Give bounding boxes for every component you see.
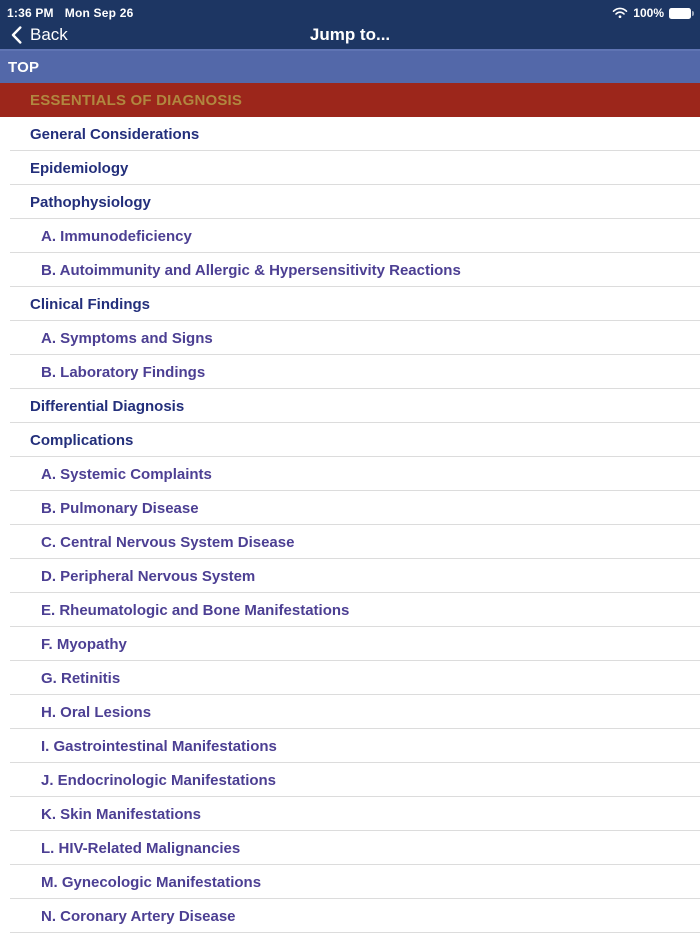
- list-item-label: ESSENTIALS OF DIAGNOSIS: [30, 91, 243, 109]
- list-item[interactable]: [0, 763, 700, 797]
- list-item[interactable]: [0, 593, 700, 627]
- list-item-top[interactable]: [0, 49, 700, 83]
- list-item-label: B. Laboratory Findings: [41, 363, 206, 381]
- status-right: [612, 6, 691, 20]
- list-item[interactable]: [0, 899, 700, 933]
- list-item-label: Clinical Findings: [30, 295, 151, 313]
- status-date: Mon Sep 26: [64, 6, 134, 20]
- list-item-label: J. Endocrinologic Manifestations: [41, 771, 277, 789]
- list-item-label: A. Symptoms and Signs: [41, 329, 213, 347]
- wifi-icon: [612, 7, 628, 19]
- list-item[interactable]: [0, 117, 700, 151]
- list-item[interactable]: [0, 321, 700, 355]
- jump-list: [0, 83, 700, 933]
- list-item-label: A. Systemic Complaints: [41, 465, 212, 483]
- list-item-label: A. Immunodeficiency: [41, 227, 192, 245]
- list-item-label: I. Gastrointestinal Manifestations: [41, 737, 277, 755]
- list-item-label: D. Peripheral Nervous System: [41, 567, 256, 585]
- list-item-label: M. Gynecologic Manifestations: [41, 873, 262, 891]
- list-item[interactable]: [0, 151, 700, 185]
- list-item[interactable]: [0, 185, 700, 219]
- list-item-label: E. Rheumatologic and Bone Manifestations: [41, 601, 350, 619]
- list-item[interactable]: [0, 355, 700, 389]
- list-item-label: L. HIV-Related Malignancies: [41, 839, 241, 857]
- list-item-label: F. Myopathy: [41, 635, 127, 653]
- list-item[interactable]: [0, 491, 700, 525]
- list-item[interactable]: [0, 797, 700, 831]
- list-item-label: B. Pulmonary Disease: [41, 499, 199, 517]
- page-title: Jump to...: [309, 25, 391, 44]
- battery-percent-label: 100%: [633, 6, 664, 20]
- nav-bar: [0, 24, 700, 49]
- list-item[interactable]: [0, 831, 700, 865]
- list-item-label: Differential Diagnosis: [30, 397, 185, 415]
- list-item[interactable]: [0, 219, 700, 253]
- list-item[interactable]: [0, 389, 700, 423]
- list-item[interactable]: [0, 695, 700, 729]
- list-item-label: B. Autoimmunity and Allergic & Hypersensitivity Reactions: [41, 261, 461, 279]
- list-item-label: General Considerations: [30, 125, 200, 143]
- list-item[interactable]: [0, 865, 700, 899]
- list-item-label: G. Retinitis: [41, 669, 121, 687]
- status-left: [7, 6, 133, 20]
- list-item-label: H. Oral Lesions: [41, 703, 152, 721]
- list-item[interactable]: [0, 729, 700, 763]
- chevron-left-icon: [11, 26, 22, 44]
- list-item-essentials[interactable]: [0, 83, 700, 117]
- back-button[interactable]: [0, 25, 82, 49]
- list-item[interactable]: [0, 627, 700, 661]
- battery-full-icon: [669, 8, 691, 19]
- list-item[interactable]: [0, 253, 700, 287]
- list-item[interactable]: [0, 525, 700, 559]
- list-item[interactable]: [0, 287, 700, 321]
- list-item[interactable]: [0, 661, 700, 695]
- list-item-label: Epidemiology: [30, 159, 129, 177]
- list-item[interactable]: [0, 457, 700, 491]
- list-item-label: Complications: [30, 431, 134, 449]
- back-button-label: Back: [30, 24, 68, 44]
- list-item-label: K. Skin Manifestations: [41, 805, 202, 823]
- list-item[interactable]: [0, 559, 700, 593]
- list-item[interactable]: [0, 423, 700, 457]
- top-row-label: TOP: [8, 58, 40, 76]
- header: [0, 0, 700, 49]
- list-item-label: Pathophysiology: [30, 193, 151, 211]
- list-item-label: C. Central Nervous System Disease: [41, 533, 295, 551]
- status-time: 1:36 PM: [7, 6, 54, 20]
- list-item-label: N. Coronary Artery Disease: [41, 907, 236, 925]
- status-bar: [0, 0, 700, 24]
